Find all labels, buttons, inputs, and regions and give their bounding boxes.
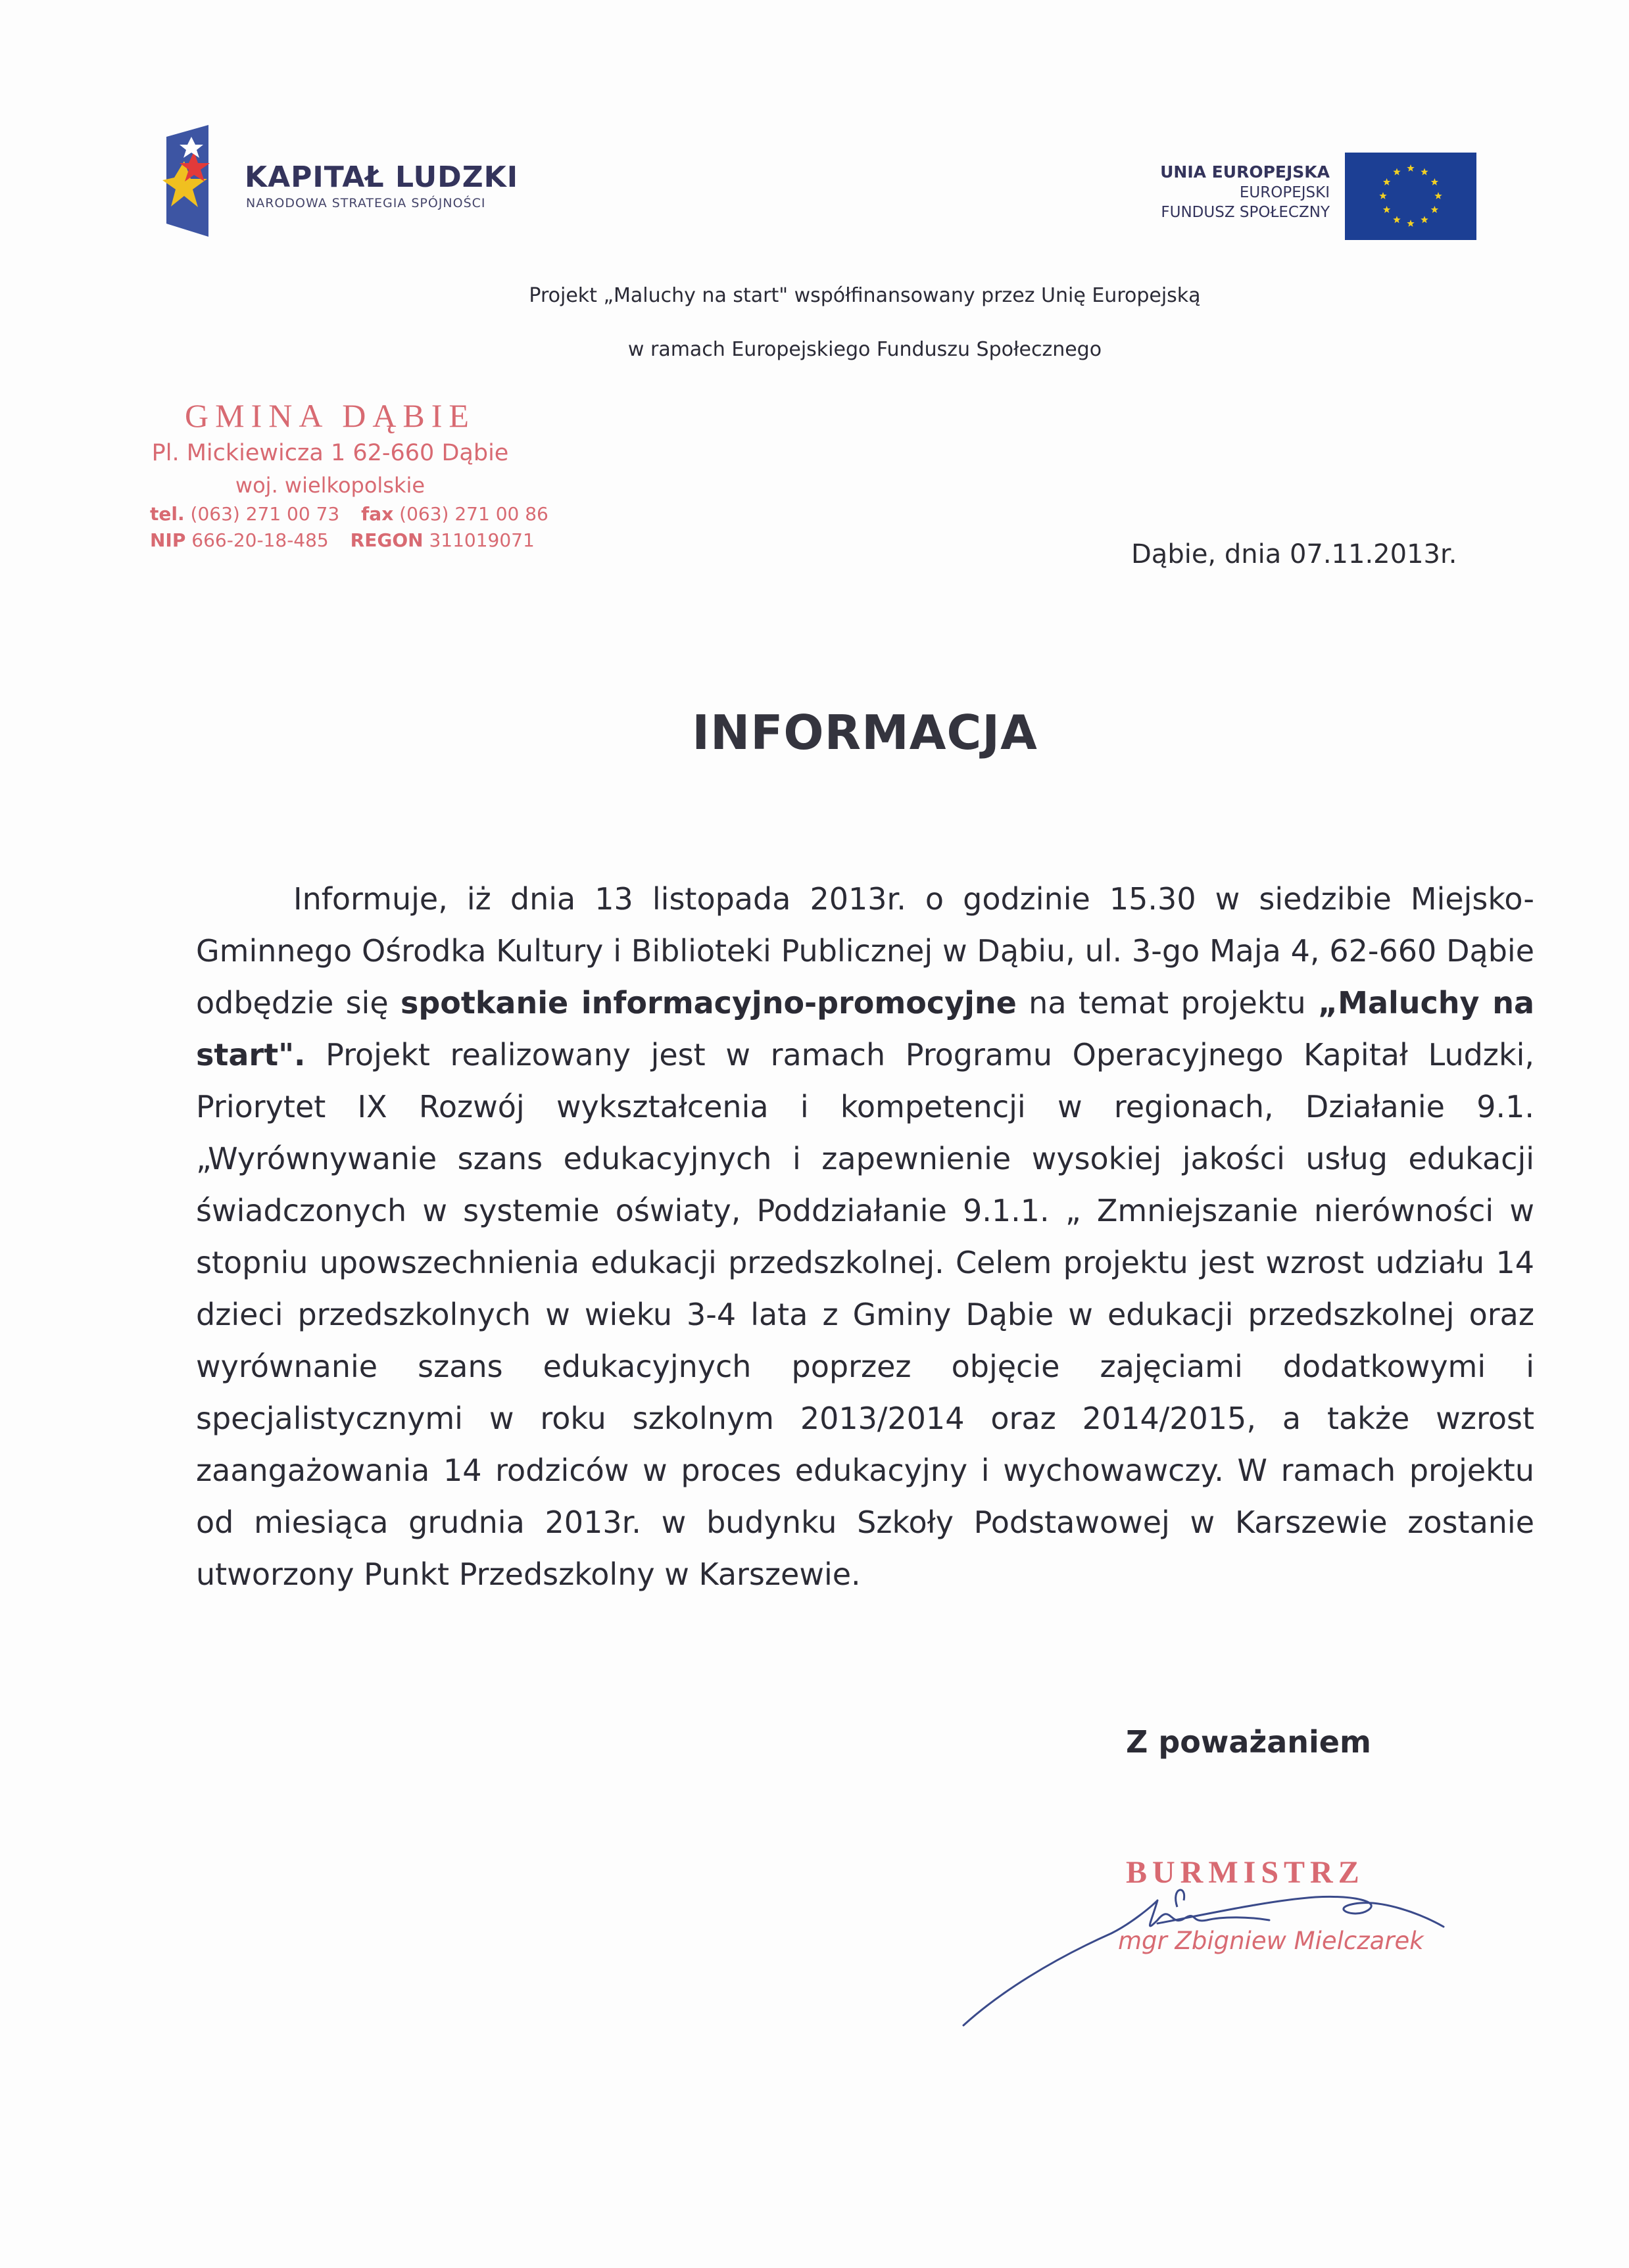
- closing-salutation: Z poważaniem: [1126, 1724, 1371, 1760]
- body-part-1: Informuje, iż dnia 13 listopada 2013r. o godzinie 15.30 w siedzibie Miejsko-Gminnego Ośrodka Kultury i Biblioteki Publicznej w Dąbiu, ul. 3-go Maja 4, 62-660 Dąbie odbędzie się: [196, 881, 1534, 1021]
- document-body: [196, 873, 1534, 1601]
- signatory-name: mgr Zbigniew Mielczarek: [1118, 1927, 1424, 1955]
- body-bold-1: spotkanie informacyjno-promocyjne: [400, 985, 1017, 1021]
- eu-line-2: EUROPEJSKI: [1239, 184, 1330, 201]
- stamp-phone-row: [146, 501, 548, 527]
- body-part-3: Projekt realizowany jest w ramach Programu Operacyjnego Kapitał Ludzki, Priorytet IX Rozwój wykształcenia i kompetencji w regionach, Działanie 9.1. „Wyrównywanie szans edukacyjnych i zapewnienie wysokiej jakości usług edukacji świadczonych w systemie oświaty, Poddziałanie 9.1.1. „ Zmniejszanie nierówności w stopniu upowszechnienia edukacji przedszkolnej. Celem projektu jest wzrost udziału 14 dzieci przedszkolnych w wieku 3-4 lata z Gminy Dąbie w edukacji przedszkolnej oraz wyrównanie szans edukacyjnych poprzez objęcie zajęciami dodatkowymi i specjalistycznymi w roku szkolnym 2013/2014 oraz 2014/2015, a także wzrost zaangażowania 14 rodziców w proces edukacyjny i wychowawczy. W ramach projektu od miesiąca grudnia 2013r. w budynku Szkoły Podstawowej w Karszewie zostanie utworzony Punkt Przedszkolny w Karszewie.: [196, 1037, 1534, 1592]
- eu-logo-text: [1160, 162, 1330, 222]
- project-line-2: w ramach Europejskiego Funduszu Społecznego: [627, 338, 1102, 361]
- kapital-ludzki-logo-icon: [155, 125, 220, 237]
- body-paragraph: [196, 873, 1534, 1601]
- project-line-1: Projekt „Maluchy na start" współfinansowany przez Unię Europejską: [529, 284, 1201, 307]
- eu-line-3: FUNDUSZ SPOŁECZNY: [1161, 204, 1330, 221]
- stamp-fax-label: fax: [361, 503, 394, 525]
- stamp-regon-label: REGON: [350, 529, 424, 551]
- stamp-address: Pl. Mickiewicza 1 62-660 Dąbie: [151, 440, 509, 466]
- eu-line-1: UNIA EUROPEJSKA: [1160, 162, 1330, 181]
- stamp-voivodeship: woj. wielkopolskie: [235, 473, 425, 498]
- stamp-nip: 666-20-18-485: [191, 529, 329, 551]
- stamp-tel: (063) 271 00 73: [190, 503, 340, 525]
- document-date: Dąbie, dnia 07.11.2013r.: [1131, 539, 1457, 569]
- body-part-2: na temat projektu: [1016, 985, 1318, 1021]
- kapital-ludzki-subtitle: NARODOWA STRATEGIA SPÓJNOŚCI: [246, 196, 486, 210]
- body-bold-2: „Maluchy na start".: [196, 985, 1535, 1073]
- stamp-tel-label: tel.: [150, 503, 185, 525]
- stamp-regon: 311019071: [429, 529, 535, 551]
- eu-flag-icon: [1345, 153, 1476, 240]
- municipality-stamp: [146, 395, 548, 554]
- kapital-ludzki-title: KAPITAŁ LUDZKI: [245, 160, 519, 194]
- document-heading: INFORMACJA: [692, 705, 1038, 760]
- stamp-name: GMINA DĄBIE: [185, 397, 475, 434]
- stamp-nip-label: NIP: [150, 529, 186, 551]
- stamp-fax: (063) 271 00 86: [399, 503, 548, 525]
- signature-title: BURMISTRZ: [1126, 1855, 1365, 1890]
- stamp-id-row: [146, 527, 535, 554]
